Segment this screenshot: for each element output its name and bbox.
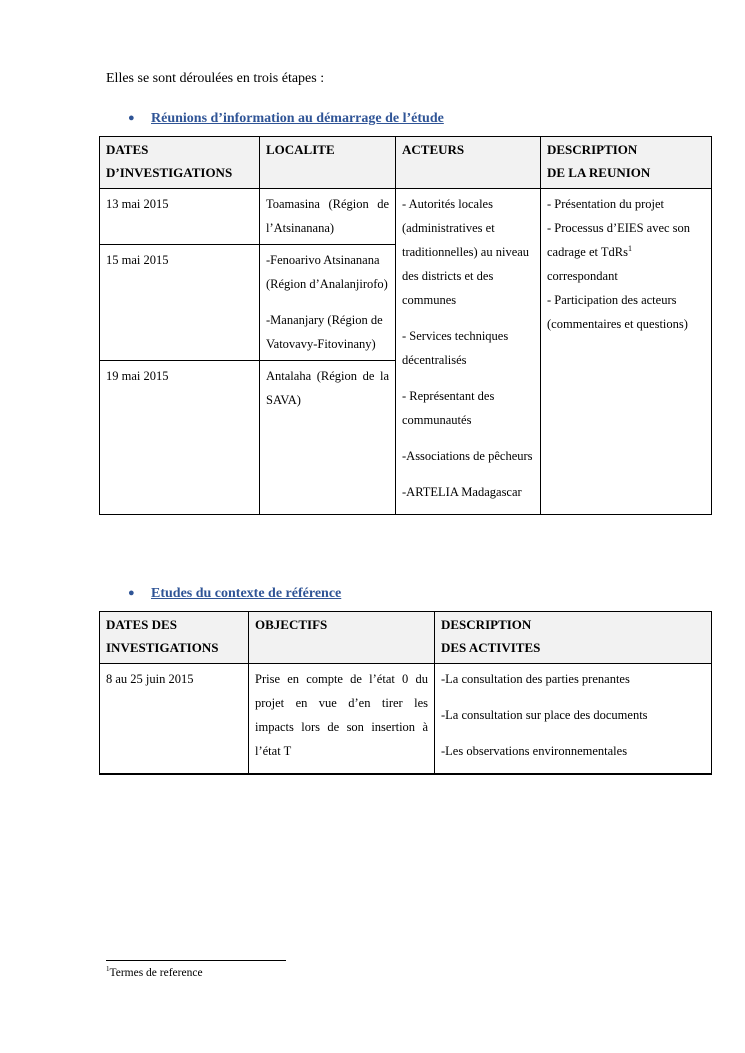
cell-date: 13 mai 2015 [100,189,260,245]
header-description: DESCRIPTION DE LA REUNION [541,137,712,189]
heading-text: Etudes du contexte de référence [151,586,342,601]
footnote [106,965,203,981]
bullet-icon: ● [128,112,135,124]
acteur-item: - Autorités locales (administratives et traditionnelles) au niveau des districts et des communes [402,197,530,307]
cell-date: 8 au 25 juin 2015 [100,664,249,774]
cell-localite: Antalaha (Région de la SAVA) [260,361,396,515]
cell-description: - Présentation du projet - Processus d’EIES avec son cadrage et TdRs$^1$ correspondant - Participation des acteurs (commentaires et questions) [541,189,712,515]
cell-localite: -Fenoarivo Atsinanana (Région d’Analanjirofo) -Mananjary (Région de Vatovavy-Fitovinany) [260,245,396,361]
acteur-item: -Associations de pêcheurs [402,449,533,463]
activite-item: -La consultation sur place des documents [441,708,648,722]
header-dates: DATES DES INVESTIGATIONS [100,612,249,664]
cell-date: 19 mai 2015 [100,361,260,515]
header-activites: DESCRIPTION DES ACTIVITES [435,612,712,664]
cell-localite: Toamasina (Région de l’Atsinanana) [260,189,396,245]
bullet-icon: ● [128,587,135,599]
footnote-ref: 1 [628,243,632,253]
acteur-item: - Services techniques décentralisés [402,329,509,367]
cell-objectif: Prise en compte de l’état 0 du projet en vue d’en tirer les impacts lors de son insertion à l’état T [249,664,435,774]
table-row [100,189,712,245]
header-dates: DATES D’INVESTIGATIONS [100,137,260,189]
table-header-row [100,137,712,189]
etudes-table [99,611,712,775]
intro-text: Elles se sont déroulées en trois étapes : [106,71,325,86]
acteur-item: - Représentant des communautés [402,389,495,427]
footnote-text: Termes de reference [109,967,203,979]
activite-item: -Les observations environnementales [441,744,628,758]
table-row [100,664,712,774]
reunions-table [99,136,712,515]
header-localite: LOCALITE [260,137,396,189]
header-objectifs: OBJECTIFS [249,612,435,664]
footnote-separator [106,960,286,961]
header-acteurs: ACTEURS [396,137,541,189]
cell-activites [435,664,712,774]
cell-date: 15 mai 2015 [100,245,260,361]
heading-text: Réunions d’information au démarrage de l’étude [151,111,444,126]
table-header-row [100,612,712,664]
activite-item: -La consultation des parties prenantes [441,672,630,686]
footnote-number: 1 [106,965,110,974]
section-heading-reunions [128,110,444,128]
section-heading-etudes [128,585,341,603]
acteur-item: -ARTELIA Madagascar [402,485,522,499]
cell-acteurs [396,189,541,515]
